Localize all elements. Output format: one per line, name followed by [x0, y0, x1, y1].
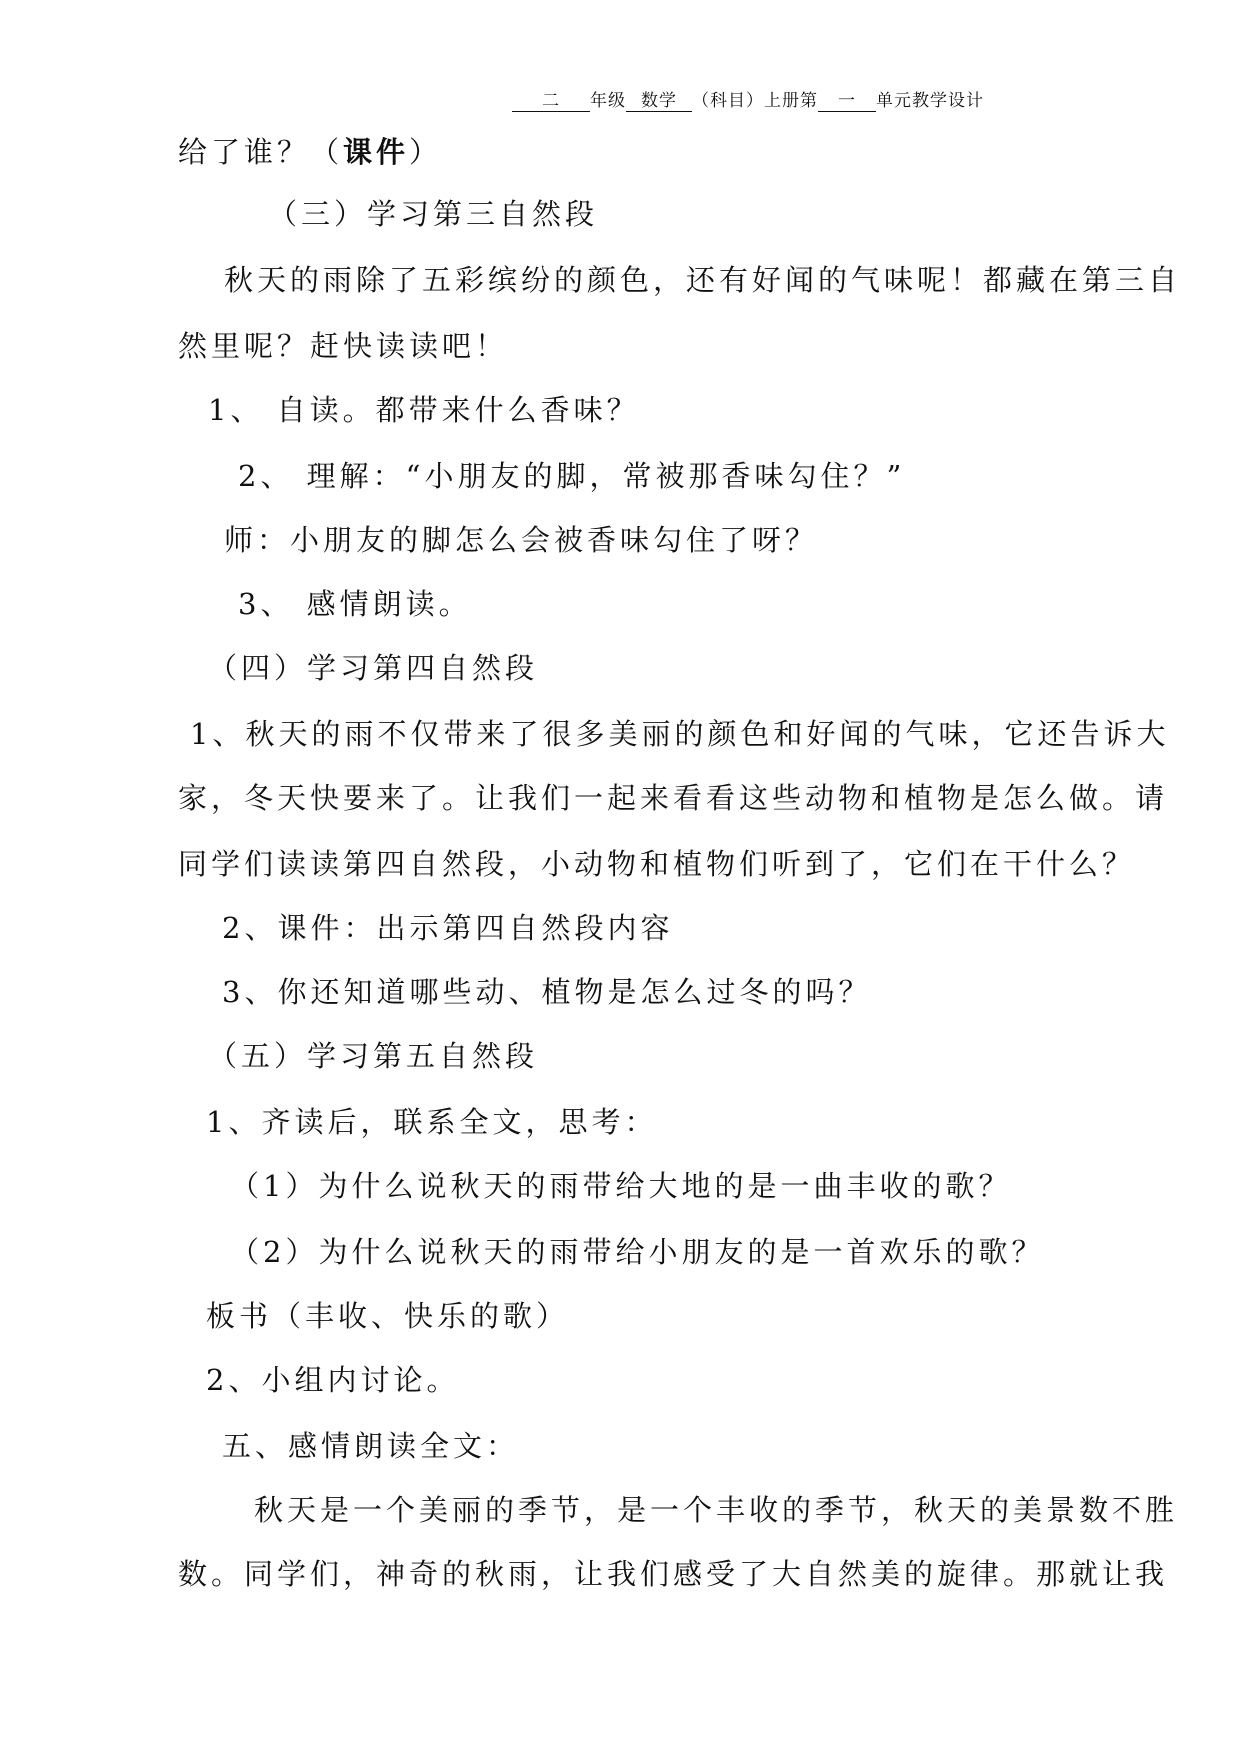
text-line-1: [178, 134, 442, 170]
list-item: 3、 感情朗读。: [238, 587, 472, 621]
section-heading-3: （三）学习第三自然段: [268, 197, 599, 231]
list-item: 1、齐读后，联系全文，思考：: [206, 1105, 658, 1139]
list-item: 2、 理解：“小朋友的脚，常被那香味勾住？”: [238, 459, 906, 493]
text-line-1a: 给了谁？（: [178, 135, 344, 169]
list-item: （1）为什么说秋天的雨带给大地的是一曲丰收的歌？: [230, 1169, 1012, 1203]
header-grade: 二: [512, 91, 590, 112]
paragraph-line: 板书（丰收、快乐的歌）: [206, 1299, 570, 1333]
paragraph-line: 然里呢？赶快读读吧！: [178, 329, 509, 363]
section-heading-five: 五、感情朗读全文：: [222, 1429, 520, 1463]
page-header: [512, 86, 984, 112]
paragraph-line: 同学们读读第四自然段，小动物和植物们听到了，它们在干什么？: [178, 847, 1136, 881]
header-unit: 一: [818, 91, 876, 112]
list-item: 2、课件：出示第四自然段内容: [222, 911, 674, 945]
courseware-label: 课件: [343, 135, 410, 169]
paragraph-line: 数。同学们，神奇的秋雨，让我们感受了大自然美的旋律。那就让我: [178, 1557, 1169, 1591]
section-heading-5: （五）学习第五自然段: [208, 1039, 539, 1073]
list-item: （2）为什么说秋天的雨带给小朋友的是一首欢乐的歌？: [230, 1235, 1045, 1269]
paragraph-line: 家，冬天快要来了。让我们一起来看看这些动物和植物是怎么做。请: [178, 781, 1169, 815]
paragraph-line: 1、秋天的雨不仅带来了很多美丽的颜色和好闻的气味，它还告诉大: [190, 717, 1170, 751]
list-item: 2、小组内讨论。: [206, 1363, 460, 1397]
paragraph-line: 秋天的雨除了五彩缤纷的颜色，还有好闻的气味呢！都藏在第三自: [224, 263, 1182, 297]
header-unit-suffix: 单元教学设计: [876, 91, 984, 111]
header-grade-suffix: 年级: [590, 91, 626, 111]
header-subject-suffix: （科目）上册第: [692, 91, 818, 111]
header-subject: 数学: [626, 91, 692, 112]
paragraph-line: 师：小朋友的脚怎么会被香味勾住了呀？: [224, 523, 819, 557]
list-item: 3、你还知道哪些动、植物是怎么过冬的吗？: [222, 975, 872, 1009]
text-line-1c: ）: [409, 135, 443, 169]
section-heading-4: （四）学习第四自然段: [208, 651, 539, 685]
paragraph-line: 秋天是一个美丽的季节，是一个丰收的季节，秋天的美景数不胜: [254, 1493, 1179, 1527]
list-item: 1、 自读。都带来什么香味？: [208, 393, 640, 427]
